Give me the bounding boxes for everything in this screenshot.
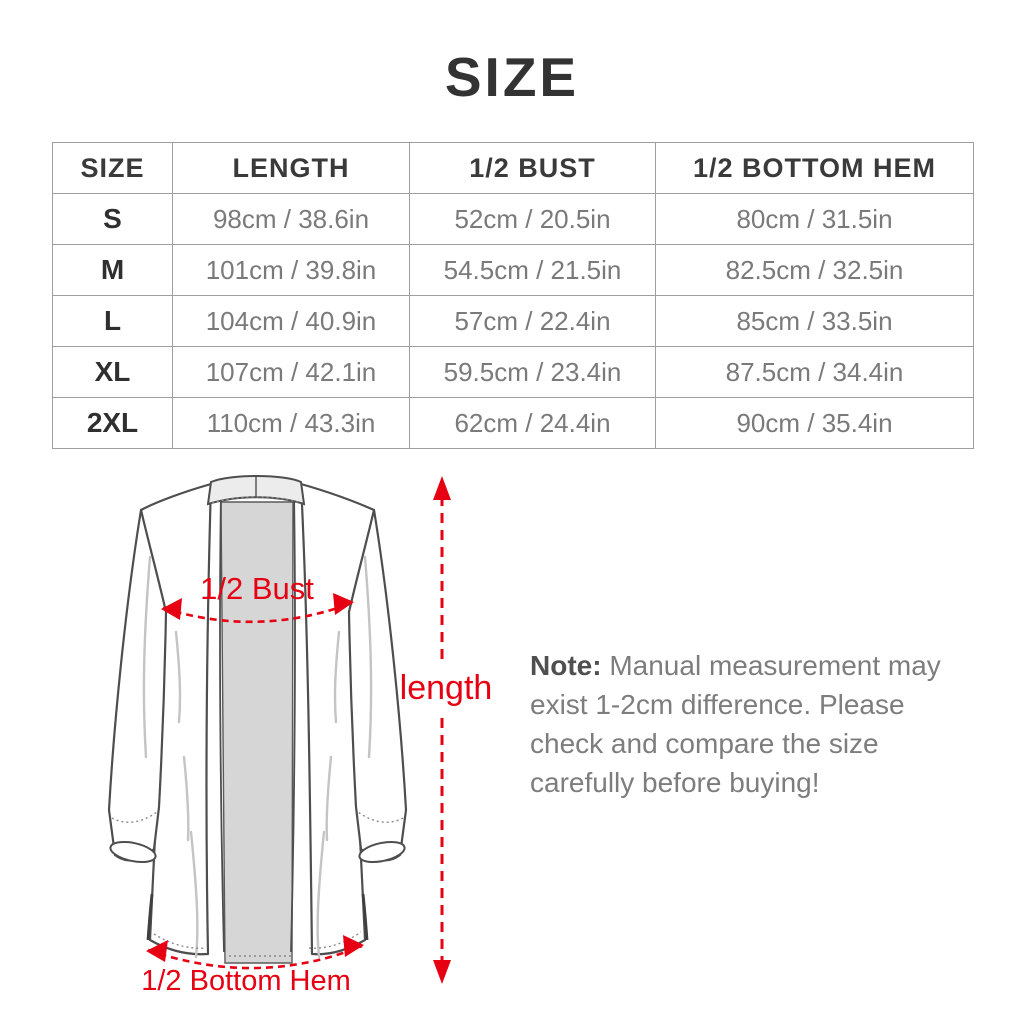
size-cell: L [53, 296, 173, 347]
size-cell: S [53, 194, 173, 245]
length-cell: 101cm / 39.8in [173, 245, 410, 296]
length-cell: 104cm / 40.9in [173, 296, 410, 347]
bust-cell: 57cm / 22.4in [410, 296, 656, 347]
size-cell: 2XL [53, 398, 173, 449]
hem-cell: 90cm / 35.4in [656, 398, 974, 449]
bottom-hem-label: 1/2 Bottom Hem [141, 965, 351, 997]
bust-label: 1/2 Bust [200, 571, 314, 606]
column-header-bottom-hem: 1/2 BOTTOM HEM [656, 143, 974, 194]
bust-cell: 54.5cm / 21.5in [410, 245, 656, 296]
cardigan-measurement-diagram [88, 462, 508, 1022]
table-row [53, 296, 974, 347]
note-line [530, 646, 990, 685]
note-line: check and compare the size [530, 728, 879, 759]
table-row [53, 347, 974, 398]
hem-cell: 80cm / 31.5in [656, 194, 974, 245]
bust-cell: 59.5cm / 23.4in [410, 347, 656, 398]
table-row [53, 398, 974, 449]
length-cell: 98cm / 38.6in [173, 194, 410, 245]
size-table [52, 142, 974, 449]
note-label: Note: [530, 650, 602, 681]
hem-cell: 85cm / 33.5in [656, 296, 974, 347]
size-cell: M [53, 245, 173, 296]
column-header-length: LENGTH [173, 143, 410, 194]
size-cell: XL [53, 347, 173, 398]
bust-cell: 52cm / 20.5in [410, 194, 656, 245]
note-text [530, 646, 990, 802]
note-line-text: Manual measurement may [609, 650, 941, 681]
length-arrowhead-top [433, 476, 451, 500]
length-cell: 107cm / 42.1in [173, 347, 410, 398]
bust-cell: 62cm / 24.4in [410, 398, 656, 449]
table-header-row [53, 143, 974, 194]
note-line: exist 1-2cm difference. Please [530, 689, 905, 720]
length-cell: 110cm / 43.3in [173, 398, 410, 449]
hem-cell: 82.5cm / 32.5in [656, 245, 974, 296]
table-row [53, 194, 974, 245]
cardigan-illustration [88, 462, 508, 1022]
page-title: SIZE [444, 46, 580, 108]
hem-cell: 87.5cm / 34.4in [656, 347, 974, 398]
column-header-size: SIZE [53, 143, 173, 194]
table-row [53, 245, 974, 296]
length-arrowhead-bottom [433, 960, 451, 984]
length-label: length [399, 669, 493, 707]
note-line: carefully before buying! [530, 767, 820, 798]
column-header-bust: 1/2 BUST [410, 143, 656, 194]
